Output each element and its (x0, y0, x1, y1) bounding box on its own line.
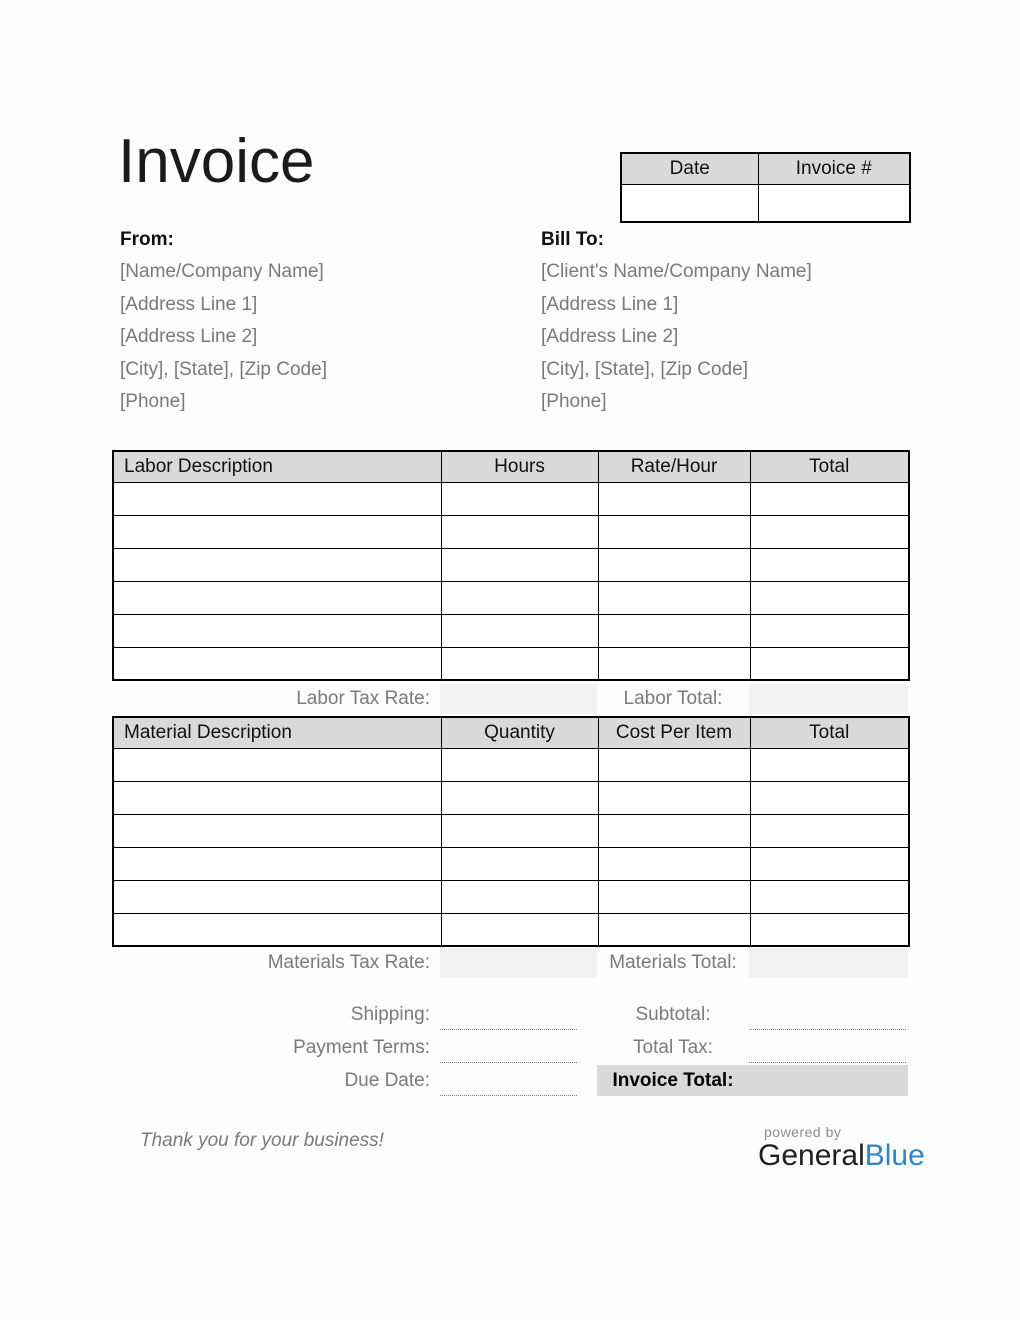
bill-to-address2-placeholder[interactable]: [Address Line 2] (541, 326, 679, 348)
invoice-total-label: Invoice Total: (612, 1069, 734, 1091)
labor-cell[interactable] (113, 647, 441, 680)
shipping-input[interactable] (440, 1000, 577, 1030)
material-cost-header: Cost Per Item (598, 717, 750, 748)
materials-tax-rate-input[interactable] (440, 948, 597, 978)
material-row (113, 781, 909, 814)
material-cell[interactable] (750, 814, 909, 847)
material-cell[interactable] (441, 814, 598, 847)
labor-cell[interactable] (441, 581, 598, 614)
material-cell[interactable] (750, 913, 909, 946)
material-cell[interactable] (441, 748, 598, 781)
payment-terms-input[interactable] (440, 1033, 577, 1063)
bill-to-label: Bill To: (541, 229, 604, 250)
labor-row (113, 614, 909, 647)
material-header-row (113, 717, 909, 748)
labor-cell[interactable] (598, 548, 750, 581)
material-row (113, 748, 909, 781)
labor-cell[interactable] (750, 581, 909, 614)
shipping-label: Shipping: (350, 1004, 430, 1025)
labor-cell[interactable] (113, 515, 441, 548)
material-cell[interactable] (598, 814, 750, 847)
labor-row (113, 515, 909, 548)
labor-row (113, 581, 909, 614)
material-cell[interactable] (113, 913, 441, 946)
labor-row (113, 647, 909, 680)
labor-rate-header: Rate/Hour (598, 451, 750, 482)
material-description-header: Material Description (113, 717, 441, 748)
due-date-label: Due Date: (344, 1070, 430, 1091)
labor-cell[interactable] (598, 647, 750, 680)
material-cell[interactable] (113, 847, 441, 880)
bill-to-name-placeholder[interactable]: [Client's Name/Company Name] (541, 261, 812, 283)
invoice-total-box (597, 1065, 908, 1096)
labor-header-row (113, 451, 909, 482)
brand-first-word: General (758, 1139, 865, 1172)
labor-cell[interactable] (598, 614, 750, 647)
material-row (113, 913, 909, 946)
invoice-number-header: Invoice # (758, 153, 910, 184)
labor-cell[interactable] (113, 482, 441, 515)
labor-description-header: Labor Description (113, 451, 441, 482)
labor-cell[interactable] (441, 515, 598, 548)
materials-total-label: Materials Total: (609, 952, 737, 973)
labor-hours-header: Hours (441, 451, 598, 482)
thank-you-message: Thank you for your business! (140, 1130, 384, 1151)
material-cell[interactable] (750, 781, 909, 814)
bill-to-section (541, 224, 812, 418)
material-cell[interactable] (598, 913, 750, 946)
from-section (120, 224, 327, 418)
material-cell[interactable] (441, 781, 598, 814)
from-label: From: (120, 229, 174, 250)
summary-section (112, 997, 908, 1096)
material-tax-row (112, 948, 908, 978)
date-value-cell[interactable] (621, 184, 758, 222)
labor-tax-rate-label: Labor Tax Rate: (296, 688, 430, 709)
invoice-total-value[interactable] (749, 1065, 908, 1096)
summary-row-3 (112, 1063, 908, 1096)
from-address1-placeholder[interactable]: [Address Line 1] (120, 293, 258, 315)
summary-row-1 (112, 997, 908, 1030)
labor-cell[interactable] (441, 548, 598, 581)
material-cell[interactable] (113, 781, 441, 814)
bill-to-address1-placeholder[interactable]: [Address Line 1] (541, 293, 679, 315)
material-cell[interactable] (598, 880, 750, 913)
material-cell[interactable] (113, 748, 441, 781)
labor-table (112, 450, 910, 681)
material-cell[interactable] (598, 748, 750, 781)
labor-row (113, 482, 909, 515)
subtotal-label: Subtotal: (635, 1004, 711, 1025)
material-cell[interactable] (750, 748, 909, 781)
total-tax-label: Total Tax: (633, 1037, 713, 1058)
total-tax-input[interactable] (749, 1033, 906, 1063)
summary-row-2 (112, 1030, 908, 1063)
from-city-placeholder[interactable]: [City], [State], [Zip Code] (120, 358, 327, 380)
invoice-number-value-cell[interactable] (758, 184, 910, 222)
material-table (112, 716, 910, 947)
labor-row (113, 548, 909, 581)
material-cell[interactable] (750, 880, 909, 913)
labor-total-header: Total (750, 451, 909, 482)
material-row (113, 847, 909, 880)
material-cell[interactable] (750, 847, 909, 880)
material-cell[interactable] (113, 880, 441, 913)
labor-cell[interactable] (113, 548, 441, 581)
labor-cell[interactable] (598, 515, 750, 548)
labor-cell[interactable] (441, 614, 598, 647)
labor-total-input[interactable] (749, 684, 908, 714)
material-quantity-header: Quantity (441, 717, 598, 748)
subtotal-input[interactable] (749, 1000, 906, 1030)
payment-terms-label: Payment Terms: (293, 1037, 430, 1058)
material-cell[interactable] (441, 847, 598, 880)
material-cell[interactable] (598, 847, 750, 880)
material-cell[interactable] (441, 913, 598, 946)
due-date-input[interactable] (440, 1066, 577, 1096)
labor-cell[interactable] (598, 581, 750, 614)
general-blue-logo (758, 1140, 925, 1172)
date-header: Date (621, 153, 758, 184)
labor-cell[interactable] (113, 581, 441, 614)
bill-to-city-placeholder[interactable]: [City], [State], [Zip Code] (541, 358, 748, 380)
materials-total-input[interactable] (749, 948, 908, 978)
powered-by-text: powered by (764, 1124, 842, 1140)
page-title: Invoice (118, 127, 315, 196)
brand-second-word: Blue (864, 1139, 925, 1172)
from-phone-placeholder[interactable]: [Phone] (120, 391, 186, 413)
labor-cell[interactable] (441, 482, 598, 515)
from-name-placeholder[interactable]: [Name/Company Name] (120, 261, 324, 283)
labor-cell[interactable] (598, 482, 750, 515)
material-row (113, 814, 909, 847)
material-cell[interactable] (441, 880, 598, 913)
material-cell[interactable] (113, 814, 441, 847)
date-invoice-table (620, 152, 911, 223)
labor-cell[interactable] (750, 548, 909, 581)
brand-block (758, 1124, 925, 1172)
labor-tax-rate-input[interactable] (440, 684, 597, 714)
labor-total-label: Labor Total: (623, 688, 723, 709)
labor-cell[interactable] (750, 614, 909, 647)
labor-cell[interactable] (113, 614, 441, 647)
labor-cell[interactable] (750, 647, 909, 680)
labor-tax-row (112, 684, 908, 714)
bill-to-phone-placeholder[interactable]: [Phone] (541, 391, 607, 413)
labor-cell[interactable] (441, 647, 598, 680)
material-cell[interactable] (598, 781, 750, 814)
material-total-header: Total (750, 717, 909, 748)
materials-tax-rate-label: Materials Tax Rate: (267, 952, 430, 973)
material-row (113, 880, 909, 913)
from-address2-placeholder[interactable]: [Address Line 2] (120, 326, 258, 348)
labor-cell[interactable] (750, 515, 909, 548)
labor-cell[interactable] (750, 482, 909, 515)
